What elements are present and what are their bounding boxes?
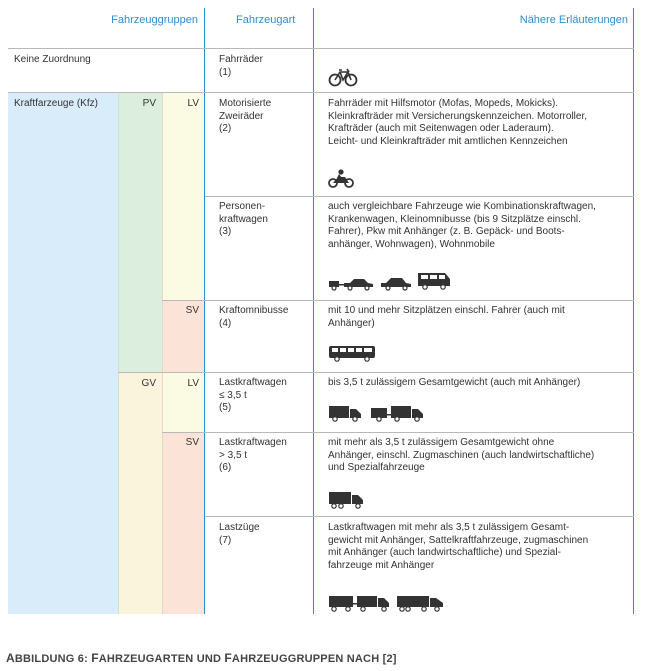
light-truck-icon xyxy=(328,403,362,423)
header-details: Nähere Erläuterungen xyxy=(519,14,628,26)
kfz-cell xyxy=(8,92,118,614)
type-row-3: Personen- kraftwagen (3) xyxy=(219,201,268,238)
details-row-7: Lastkraftwagen mit mehr als 3,5 t zulässigem Gesamt- gewicht mit Anhänger, Sattelkraftfahrzeuge, zugmaschinen mit Anhänger (auch landwirtschaftliche) und Spezial- fahrzeuge mit Anhänger xyxy=(328,522,589,571)
row-line xyxy=(205,516,634,517)
group-lv1-label: LV xyxy=(187,98,199,109)
truck-with-trailer-icon xyxy=(328,593,390,613)
details-row-2: Fahrräder mit Hilfsmotor (Mofas, Mopeds, Mokicks). Kleinkrafträder mit Versicherungskennzeichen. Motorroller, Krafträder (auch mit Seitenwagen oder Laderaum). Leicht- und Kleinkrafträder mit amtlichen Kennzeichen xyxy=(328,98,588,147)
header-type: Fahrzeugart xyxy=(236,14,296,26)
gv-cell xyxy=(118,372,162,614)
row-line xyxy=(205,196,634,197)
row-line xyxy=(8,92,634,93)
bus-icon xyxy=(328,344,376,362)
column-line-details xyxy=(313,8,314,614)
pv-cell xyxy=(118,92,162,372)
bicycle-icon xyxy=(328,67,358,87)
type-row-1: Fahrräder (1) xyxy=(219,54,263,78)
type-row-6: Lastkraftwagen > 3,5 t (6) xyxy=(219,437,287,474)
group-sv2-label: SV xyxy=(185,437,199,448)
heavy-truck-icon xyxy=(328,490,364,510)
light-truck-with-trailer-icon xyxy=(370,403,424,423)
column-line-right xyxy=(633,8,634,614)
row-line xyxy=(118,372,634,373)
car-icon xyxy=(380,275,412,291)
semi-trailer-truck-icon xyxy=(396,593,444,613)
group-lv2-label: LV xyxy=(187,378,199,389)
type-row-5: Lastkraftwagen ≤ 3,5 t (5) xyxy=(219,377,287,414)
sv2-cell xyxy=(162,432,204,614)
group-sv1-label: SV xyxy=(185,305,199,316)
group-gv-label: GV xyxy=(141,378,156,389)
details-row-3: auch vergleichbare Fahrzeuge wie Kombinationskraftwagen, Krankenwagen, Kleinomnibusse (bis 9 Sitzplätze einschl. Fahrer), Pkw mit Anhänger (z. B. Gepäck- und Boots- anhänger, Wohnwagen), Wohnmobile xyxy=(328,201,596,250)
row-line xyxy=(162,432,634,433)
column-line-type xyxy=(204,8,205,614)
lv1-cell xyxy=(162,92,204,300)
group-kfz-label: Kraftfarzeuge (Kfz) xyxy=(14,98,98,109)
figure-caption: ABBILDUNG 6: FAHRZEUGARTEN UND FAHRZEUGGRUPPEN NACH [2] xyxy=(6,651,397,665)
divider xyxy=(118,92,119,614)
car-with-trailer-icon xyxy=(328,275,374,291)
group-none-label: Keine Zuordnung xyxy=(14,54,91,65)
type-row-4: Kraftomnibusse (4) xyxy=(219,305,289,329)
details-row-5: bis 3,5 t zulässigem Gesamtgewicht (auch mit Anhänger) xyxy=(328,377,581,388)
group-pv-label: PV xyxy=(142,98,156,109)
row-line xyxy=(8,48,634,49)
type-row-2: Motorisierte Zweiräder (2) xyxy=(219,98,272,135)
divider xyxy=(162,92,163,614)
header-groups: Fahrzeuggruppen xyxy=(111,14,198,26)
type-row-7: Lastzüge (7) xyxy=(219,522,260,546)
row-line xyxy=(162,300,634,301)
van-icon xyxy=(417,270,451,290)
motorcycle-icon xyxy=(328,168,354,188)
details-row-6: mit mehr als 3,5 t zulässigem Gesamtgewicht ohne Anhänger, einschl. Zugmaschinen (auch landwirtschaftliche) und Spezialfahrzeuge xyxy=(328,437,595,474)
details-row-4: mit 10 und mehr Sitzplätzen einschl. Fahrer (auch mit Anhänger) xyxy=(328,305,565,329)
